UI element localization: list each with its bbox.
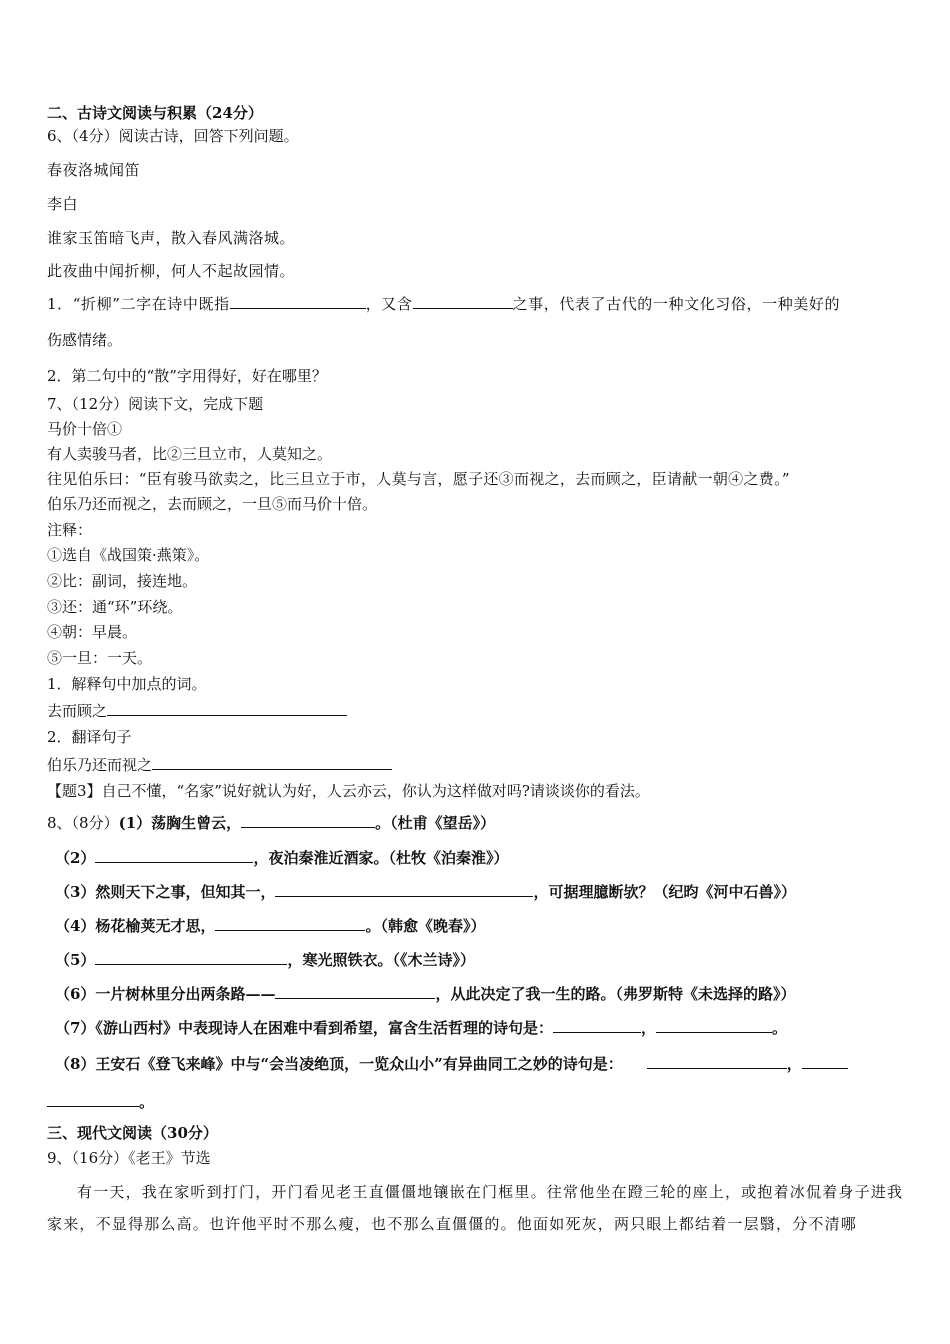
poem-author: 李白 bbox=[47, 195, 79, 213]
q8-item-8-a: （8）王安石《登飞来峰》中与“会当凌绝顶，一览众山小”有异曲同工之妙的诗句是： bbox=[55, 1055, 623, 1073]
q8-item-7-a: （7）《游山西村》中表现诗人在困难中看到希望，富含生活哲理的诗句是： bbox=[55, 1019, 553, 1037]
q6-sub1-cont: 伤感情绪。 bbox=[47, 331, 123, 349]
q7-sub2: 2．翻译句子 bbox=[47, 728, 132, 746]
q7-paragraph-2: 往见伯乐曰：“臣有骏马欲卖之，比三旦立于市，人莫与言，愿子还③而视之，去而顾之，臣请献一朝④之费。” bbox=[47, 470, 790, 488]
answer-blank[interactable] bbox=[275, 881, 533, 897]
answer-blank[interactable] bbox=[152, 754, 392, 770]
answer-blank[interactable] bbox=[275, 983, 435, 999]
q8-item-5-b: ，寒光照铁衣。（《木兰诗》） bbox=[287, 951, 475, 969]
q8-item-6 bbox=[55, 983, 795, 1004]
q8-item-7-b: ， bbox=[640, 1019, 656, 1037]
q7-title: 马价十倍① bbox=[47, 420, 123, 438]
answer-blank[interactable] bbox=[215, 915, 365, 931]
q7-sub2-item bbox=[47, 754, 392, 775]
q8-item-2-b: ，夜泊秦淮近酒家。（杜牧《泊秦淮》） bbox=[253, 849, 509, 867]
q8-item-7-c: 。 bbox=[771, 1019, 787, 1037]
q8-item-7 bbox=[55, 1017, 787, 1038]
q8-item-5-a: （5） bbox=[55, 951, 96, 969]
q6-sub2: 2．第二句中的“散”字用得好，好在哪里？ bbox=[47, 367, 327, 385]
q7-paragraph-3: 伯乐乃还而视之，去而顾之，一旦⑤而马价十倍。 bbox=[47, 495, 378, 513]
answer-blank[interactable] bbox=[241, 812, 375, 828]
q8-item-8-cont bbox=[47, 1091, 154, 1112]
answer-blank[interactable] bbox=[656, 1017, 772, 1033]
q7-intro: 7、（12分）阅读下文，完成下题 bbox=[47, 395, 264, 413]
poem-line-1: 谁家玉笛暗飞声，散入春风满洛城。 bbox=[47, 229, 296, 247]
q8-item-6-a: （6）一片树林里分出两条路—— bbox=[55, 985, 276, 1003]
answer-blank[interactable] bbox=[647, 1053, 787, 1069]
q7-sub1-item-text: 去而顾之 bbox=[47, 702, 108, 720]
q8-item-8-c: 。 bbox=[139, 1093, 155, 1111]
answer-blank[interactable] bbox=[95, 847, 253, 863]
answer-blank[interactable] bbox=[47, 1091, 139, 1107]
q8-item-4-b: 。（韩愈《晚春》） bbox=[365, 917, 486, 935]
q6-sub1-text-c: 之事，代表了古代的一种文化习俗，一种美好的 bbox=[512, 295, 841, 313]
q6-sub1-text-a: 1．“折柳”二字在诗中既指 bbox=[47, 295, 230, 313]
note-4: ④朝：早晨。 bbox=[47, 623, 138, 641]
q8-item-3-a: （3）然则天下之事，但知其一， bbox=[55, 883, 276, 901]
q7-sub3: 【题3】自己不懂，“名家”说好就认为好，人云亦云，你认为这样做对吗?请谈谈你的看法。 bbox=[47, 782, 650, 800]
answer-blank[interactable] bbox=[107, 700, 347, 716]
q8-item-8 bbox=[55, 1053, 848, 1074]
answer-blank[interactable] bbox=[413, 293, 513, 309]
q8-item-1-b: 。（杜甫《望岳》） bbox=[375, 814, 496, 832]
q8-item-5 bbox=[55, 949, 475, 970]
q6-intro: 6、（4分）阅读古诗，回答下列问题。 bbox=[47, 127, 299, 145]
section2-title: 二、古诗文阅读与积累（24分） bbox=[47, 104, 263, 122]
q8-item-4-a: （4）杨花榆荚无才思， bbox=[55, 917, 216, 935]
q8-item-1-a: (1）荡胸生曾云， bbox=[118, 814, 242, 832]
q8-item-1 bbox=[47, 812, 495, 833]
poem-line-2: 此夜曲中闻折柳，何人不起故园情。 bbox=[47, 262, 296, 280]
q7-sub1: 1．解释句中加点的词。 bbox=[47, 675, 207, 693]
q8-item-6-b: ，从此决定了我一生的路。（弗罗斯特《未选择的路》） bbox=[435, 985, 796, 1003]
q8-intro: 8、（8分） bbox=[47, 814, 119, 832]
q7-sub1-item bbox=[47, 700, 347, 721]
answer-blank[interactable] bbox=[553, 1017, 641, 1033]
answer-blank[interactable] bbox=[230, 293, 366, 309]
q6-sub1 bbox=[47, 293, 840, 314]
q8-item-8-b: ， bbox=[786, 1055, 802, 1073]
answer-blank[interactable] bbox=[95, 949, 287, 965]
q7-paragraph-1: 有人卖骏马者，比②三旦立市，人莫知之。 bbox=[47, 445, 333, 463]
q8-item-2 bbox=[55, 847, 508, 868]
note-3: ③还：通“环”环绕。 bbox=[47, 598, 183, 616]
section3-title: 三、现代文阅读（30分） bbox=[47, 1124, 218, 1142]
note-5: ⑤一旦：一天。 bbox=[47, 649, 153, 667]
q8-item-2-a: （2） bbox=[55, 849, 96, 867]
notes-label: 注释： bbox=[47, 521, 93, 539]
q6-sub1-text-b: ，又含 bbox=[365, 295, 413, 313]
poem-title: 春夜洛城闻笛 bbox=[47, 161, 141, 179]
note-2: ②比：副词，接连地。 bbox=[47, 572, 198, 590]
q8-item-3 bbox=[55, 881, 796, 902]
answer-blank[interactable] bbox=[802, 1053, 848, 1069]
q9-intro: 9、（16分）《老王》节选 bbox=[47, 1149, 211, 1167]
q7-sub2-item-text: 伯乐乃还而视之 bbox=[47, 756, 153, 774]
q9-passage: 有一天，我在家听到打门，开门看见老王直僵僵地镶嵌在门框里。往常他坐在蹬三轮的座上，或抱着冰侃着身子进我家来，不显得那么高。也许他平时不那么瘦，也不那么直僵僵的。他面如死灰，两只眼上都结着一层翳，分不清哪 bbox=[47, 1183, 904, 1233]
q8-item-4 bbox=[55, 915, 485, 936]
note-1: ①选自《战国策·燕策》。 bbox=[47, 546, 210, 564]
q8-item-3-b: ，可据理臆断欤？（纪昀《河中石兽》） bbox=[533, 883, 796, 901]
